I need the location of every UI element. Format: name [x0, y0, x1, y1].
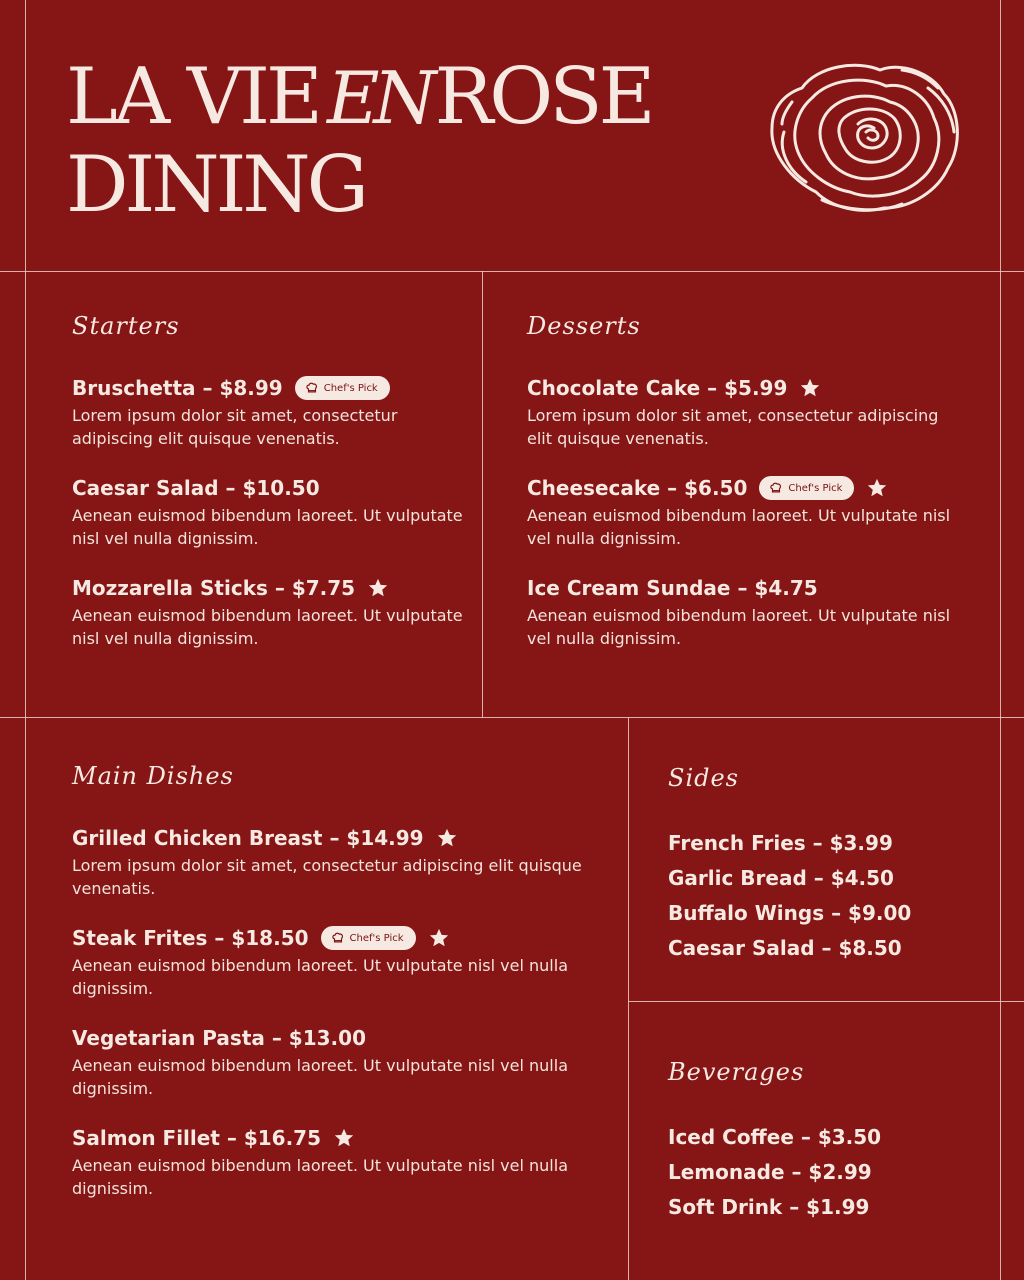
item-name: Ice Cream Sundae – $4.75	[527, 576, 818, 600]
chef-hat-icon	[305, 381, 319, 395]
section-title-main-dishes: Main Dishes	[72, 762, 234, 790]
divider-middle	[0, 717, 1024, 718]
item-description: Aenean euismod bibendum laoreet. Ut vulputate nisl vel nulla dignissim.	[72, 956, 568, 998]
star-icon	[436, 827, 458, 849]
section-desserts	[527, 312, 967, 674]
frame-line-right	[1000, 0, 1001, 1280]
divider-sides-beverages	[628, 1001, 1024, 1002]
section-title-beverages: Beverages	[668, 1058, 805, 1086]
item-description: Aenean euismod bibendum laoreet. Ut vulputate nisl vel nulla dignissim.	[72, 506, 463, 548]
menu-item	[72, 1024, 592, 1100]
item-description: Lorem ipsum dolor sit amet, consectetur adipiscing elit quisque venenatis.	[527, 406, 939, 448]
section-main-dishes	[72, 762, 592, 1224]
chefs-pick-badge	[295, 376, 390, 400]
section-title-desserts: Desserts	[527, 312, 641, 340]
star-icon	[333, 1127, 355, 1149]
side-item: Caesar Salad – $8.50	[668, 936, 902, 960]
item-name: Bruschetta – $8.99	[72, 376, 283, 400]
divider-mains-sides	[628, 717, 629, 1280]
section-beverages	[668, 1058, 988, 1225]
badge-label: Chef's Pick	[349, 932, 404, 944]
item-name: Cheesecake – $6.50	[527, 476, 748, 500]
side-item: Garlic Bread – $4.50	[668, 866, 894, 890]
chef-hat-icon	[331, 931, 345, 945]
section-title-starters: Starters	[72, 312, 180, 340]
chef-hat-icon	[769, 481, 783, 495]
divider-starters-desserts	[482, 271, 483, 718]
star-icon	[799, 377, 821, 399]
title-line-1	[66, 52, 652, 146]
item-name: Steak Frites – $18.50	[72, 926, 309, 950]
item-description: Aenean euismod bibendum laoreet. Ut vulputate nisl vel nulla dignissim.	[527, 506, 951, 548]
rose-illustration	[762, 58, 966, 218]
section-sides	[668, 764, 988, 966]
restaurant-title	[66, 52, 652, 234]
item-name: Caesar Salad – $10.50	[72, 476, 320, 500]
chefs-pick-badge	[321, 926, 416, 950]
item-description: Aenean euismod bibendum laoreet. Ut vulputate nisl vel nulla dignissim.	[72, 1056, 568, 1098]
badge-label: Chef's Pick	[788, 482, 843, 494]
menu-item	[72, 924, 592, 1000]
section-starters	[72, 312, 472, 674]
item-description: Lorem ipsum dolor sit amet, consectetur adipiscing elit quisque venenatis.	[72, 856, 582, 898]
item-description: Aenean euismod bibendum laoreet. Ut vulputate nisl vel nulla dignissim.	[72, 1156, 568, 1198]
side-item: French Fries – $3.99	[668, 831, 893, 855]
star-icon	[428, 927, 450, 949]
menu-item	[72, 374, 472, 450]
star-icon	[367, 577, 389, 599]
menu-item	[72, 574, 472, 650]
beverage-item: Iced Coffee – $3.50	[668, 1125, 882, 1149]
divider-header	[0, 271, 1024, 272]
beverage-item: Soft Drink – $1.99	[668, 1195, 870, 1219]
item-description: Aenean euismod bibendum laoreet. Ut vulputate nisl vel nulla dignissim.	[72, 606, 463, 648]
side-item: Buffalo Wings – $9.00	[668, 901, 912, 925]
item-description: Lorem ipsum dolor sit amet, consectetur adipiscing elit quisque venenatis.	[72, 406, 398, 448]
menu-item	[527, 474, 967, 550]
chefs-pick-badge	[759, 476, 854, 500]
title-line-2: DINING	[66, 140, 365, 230]
menu-item	[527, 574, 967, 650]
section-title-sides: Sides	[668, 764, 739, 792]
menu-item	[72, 1124, 592, 1200]
item-name: Salmon Fillet – $16.75	[72, 1126, 321, 1150]
badge-label: Chef's Pick	[323, 382, 378, 394]
item-name: Vegetarian Pasta – $13.00	[72, 1026, 366, 1050]
beverage-item: Lemonade – $2.99	[668, 1160, 872, 1184]
item-name: Mozzarella Sticks – $7.75	[72, 576, 356, 600]
title-part-2: ROSE	[434, 52, 652, 142]
menu-item	[72, 474, 472, 550]
menu-item	[527, 374, 967, 450]
title-part-1: LA VIE	[66, 52, 319, 142]
item-name: Grilled Chicken Breast – $14.99	[72, 826, 424, 850]
star-icon	[866, 477, 888, 499]
menu-item	[72, 824, 592, 900]
title-script: EN	[327, 56, 431, 140]
item-name: Chocolate Cake – $5.99	[527, 376, 788, 400]
frame-line-left	[25, 0, 26, 1280]
item-description: Aenean euismod bibendum laoreet. Ut vulputate nisl vel nulla dignissim.	[527, 606, 951, 648]
